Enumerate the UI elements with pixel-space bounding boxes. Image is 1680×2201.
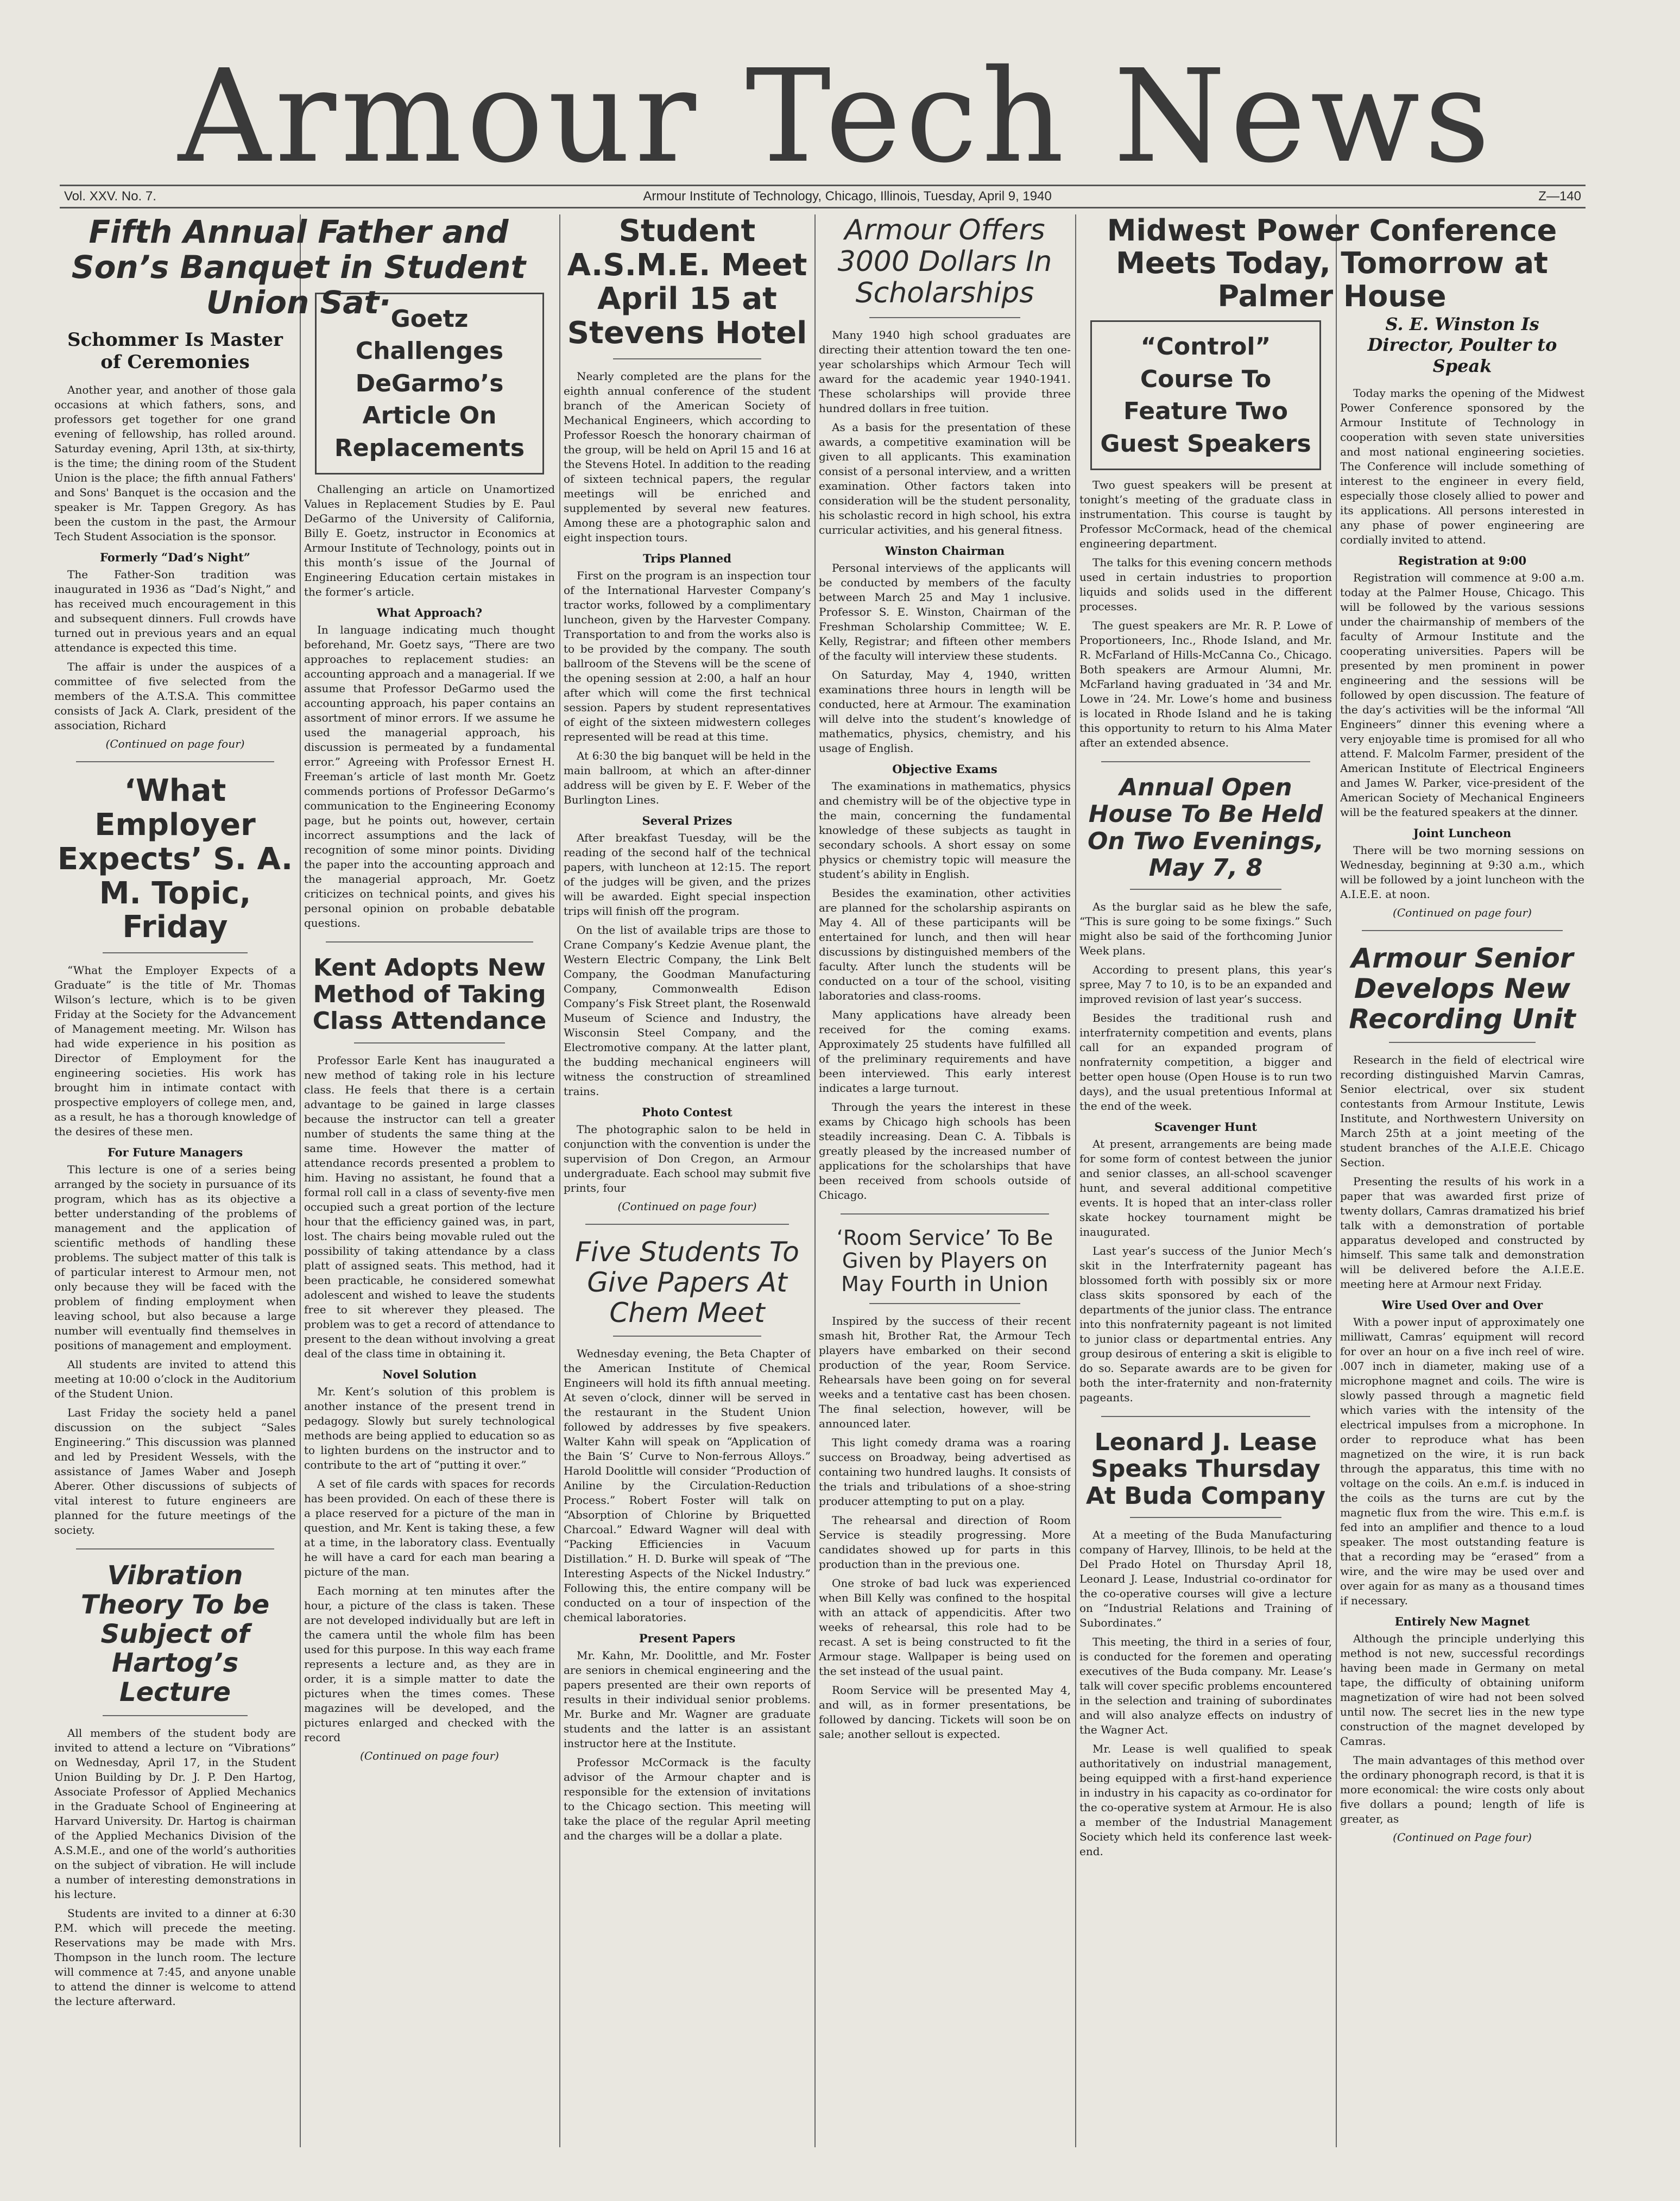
box-headline-control-course: “Control” Course To Feature Two Guest Speakers	[1090, 320, 1321, 470]
continued-note: (Continued on page four)	[360, 1749, 499, 1762]
article-paragraph: Many applications have already been received for the coming exams. Approximately 25 students have fulfilled all of the preliminary requirements and have been interviewed. This early interest indicates a large turnout.	[819, 1008, 1071, 1095]
article-paragraph: Mr. Kent’s solution of this problem is another instance of the present trend in pedagogy. Slowly but surely technological methods are being applied to education so as to lighten burdens on the instructor and to contribute to the art of “putting it over.”	[304, 1384, 555, 1471]
article-paragraph: The photographic salon to be held in conjunction with the convention is under the supervision of Don Cregon, an Armour undergraduate. Each school may submit five prints, four	[564, 1122, 811, 1194]
subhead-photo-contest: Photo Contest	[642, 1105, 732, 1119]
headline-kent-adopts: Kent Adopts New Method of Taking Class Attendance	[312, 953, 547, 1035]
article-paragraph: Presenting the results of his work in a paper that was awarded first prize of twenty dollars, Camras dramatized his brief talk with a demonstration of portable apparatus developed and constructed by himself. This same talk and demonstration will be delivered before the A.I.E.E. meeting here at Armour next Friday.	[1340, 1175, 1584, 1291]
subhead-objective-exams: Objective Exams	[892, 762, 997, 776]
article-paragraph: Research in the field of electrical wire recording distinguished Marvin Camras, Senior electrical, over six student contestants from Armour Institute, Lewis Institute, and Northwestern University on March 25th at a joint meeting of the student branches of the A.I.E.E. Chicago Section.	[1340, 1053, 1584, 1169]
article-paragraph: As a basis for the presentation of these awards, a competitive examination will be given to all applicants. This examination consist of a personal interview, and a written examination. Other factors taken into consideration will be the student personality, his scholastic record in high school, his extra curricular activities, and his general fitness.	[819, 420, 1071, 536]
column-6	[1340, 214, 1584, 2147]
article-paragraph: First on the program is an inspection tour of the International Harvester Company’s tractor works, followed by a complimentary luncheon, given by the Harvester Company. Transportation to and from the works also is to be provided by the company. The south ballroom of the Stevens will be the scene of the opening session at 2:00, a half an hour after which will come the first technical session. Papers by student representatives of eight of the sixteen midwestern colleges represented will be read at this time.	[564, 568, 811, 743]
subhead-scavenger-hunt: Scavenger Hunt	[1154, 1120, 1257, 1134]
headline-recording-unit: Armour Senior Develops New Recording Unit	[1349, 943, 1576, 1035]
divider	[585, 1224, 789, 1225]
article-paragraph: Another year, and another of those gala occasions at which fathers, sons, and professors get together for one grand evening of fellowship, has rolled around. Saturday evening, April 13th, at six-thirty, is the time; the dining room of the Student Union is the place; the fifth annual Fathers' and Sons' Banquet is the occasion and the speaker is Mr. Tappen Gregory. As has been the custom in the past, the Armour Tech Student Association is the sponsor.	[54, 383, 296, 543]
article-paragraph: The examinations in mathematics, physics and chemistry will be of the objective type in the main, concerning the fundamental knowledge of these subjects as taught in secondary schools. A short essay on some physics or chemistry topic will measure the student’s ability in English.	[819, 779, 1071, 881]
continued-note: (Continued on Page four)	[1393, 1831, 1532, 1844]
dateline-bar	[60, 185, 1586, 208]
divider	[869, 1303, 1020, 1304]
divider	[613, 358, 761, 359]
article-paragraph: Many 1940 high school graduates are directing their attention toward the ten one-year scholarships which Armour Tech will award for the academic year 1940-1941. These scholarships will provide three hundred dollars in free tuition.	[819, 328, 1071, 415]
article-paragraph: Last Friday the society held a panel discussion on the subject “Sales Engineering.” This discussion was planned and led by President Wessels, with the assistance of James Waber and Joseph Aberer. Other discussions of subjects of vital interest to future engineers are planned for the future meetings of the society.	[54, 1406, 296, 1537]
article-paragraph: As the burglar said as he blew the safe, “This is sure going to be some fixings.” Such might also be said of the forthcoming Junior Week plans.	[1079, 900, 1332, 958]
article-paragraph: At 6:30 the big banquet will be held in the main ballroom, at which an after-dinner address will be given by E. F. Weber of the Burlington Lines.	[564, 749, 811, 806]
article-paragraph: Besides the examination, other activities are planned for the scholarship aspirants on May 4. All of these participants will be entertained for lunch, and then will hear discussions by distinguished members of the faculty. After lunch the students will be conducted on a tour of the school, visiting laboratories and class-rooms.	[819, 886, 1071, 1002]
divider	[103, 952, 248, 953]
column-3	[564, 214, 811, 2147]
headline-asme-meet: Student A.S.M.E. Meet April 15 at Stevens Hotel	[567, 214, 807, 351]
edition-code: Z—140	[1538, 189, 1581, 204]
continued-note: (Continued on page four)	[1393, 906, 1532, 920]
article-paragraph: There will be two morning sessions on Wednesday, beginning at 9:30 a.m., which will be followed by a joint luncheon with the A.I.E.E. at noon.	[1340, 844, 1584, 901]
continued-note: (Continued on page four)	[105, 737, 245, 751]
article-paragraph: This meeting, the third in a series of four, is conducted for the foremen and operating executives of the Buda company. Mr. Lease’s talk will cover specific problems encountered in the selection and training of subordinates and will also analyze effects on industry of the Wagner Act.	[1079, 1635, 1332, 1736]
divider	[1130, 889, 1281, 890]
headline-leonard-lease: Leonard J. Lease Speaks Thursday At Buda Company	[1085, 1428, 1326, 1510]
column-rule	[300, 214, 301, 2147]
article-paragraph: A set of file cards with spaces for records has been provided. On each of these there is a place reserved for a picture of the man in question, and Mr. Kent is taking these, a few at a time, in the laboratory class. Eventually he will have a card for each man bearing a picture of the man.	[304, 1477, 555, 1578]
article-paragraph: Last year’s success of the Junior Mech’s skit in the Interfraternity pageant has blossomed forth with possibly six or more class skits sponsored by each of the departments of the junior class. The entrance into this nonfraternity pageant is not limited to junior class or departmental entries. Any group desirous of entering a skit is eligible to do so. Separate awards are to be given for both the inter-fraternity and non-fraternity pageants.	[1079, 1244, 1332, 1405]
article-paragraph: One stroke of bad luck was experienced when Bill Kelly was confined to the hospital with an attack of appendicitis. After two weeks of rehearsal, this role had to be recast. A set is being constructed to fit the Armour stage. Wallpaper is being used on the set instead of the usual paint.	[819, 1577, 1071, 1678]
article-paragraph: Mr. Kahn, Mr. Doolittle, and Mr. Foster are seniors in chemical engineering and the papers presented are their own reports of results in their individual senior problems. Mr. Burke and Mr. Wagner are graduate students and the latter is an assistant instructor here at the Institute.	[564, 1648, 811, 1750]
column-4	[819, 214, 1071, 2147]
column-rule	[814, 214, 816, 2147]
article-paragraph: On Saturday, May 4, 1940, written examinations three hours in length will be conducted, here at Armour. The examination will delve into the student’s knowledge of mathematics, physics, chemistry, and his usage of English.	[819, 668, 1071, 755]
divider	[1130, 1517, 1281, 1518]
divider	[1362, 930, 1563, 931]
headline-scholarships: Armour Offers 3000 Dollars In Scholarships	[837, 214, 1052, 310]
article-paragraph: After breakfast Tuesday, will be the reading of the second half of the technical papers, with luncheon at 12:15. The report of the judges will be given, and the prizes will be awarded. Eight special inspection trips will finish off the program.	[564, 831, 811, 918]
article-paragraph: This lecture is one of a series being arranged by the society in pursuance of its program, which has as its objective a better understanding of the problems of management and the application of scientific methods of handling these problems. The subject matter of this talk is of particular interest to Armour men, not only because they will be faced with the problem of finding employment when leaving school, but also because a large number will eventually find themselves in positions of management and employment.	[54, 1163, 296, 1352]
article-paragraph: Each morning at ten minutes after the hour, a picture of the class is taken. These are not developed individually but are left in the camera until the whole film has been used for this purpose. In this way each frame represents a lecture and, as they are in order, it is a simple matter to date the pictures when the times comes. These magazines will be developed, and the pictures enlarged and checked with the record	[304, 1584, 555, 1744]
dateline-info: Armour Institute of Technology, Chicago, Illinois, Tuesday, April 9, 1940	[643, 189, 1052, 204]
column-rule	[1336, 214, 1337, 2147]
article-paragraph: Challenging an article on Unamortized Values in Replacement Studies by E. Paul DeGarmo of the University of California, Billy E. Goetz, instructor in Economics at Armour Institute of Technology, points out in this month’s issue of the Journal of Engineering Education certain mistakes in the former’s article.	[304, 482, 555, 598]
headline-open-house: Annual Open House To Be Held On Two Evenings, May 7, 8	[1088, 773, 1324, 882]
article-paragraph: Mr. Lease is well qualified to speak authoritatively on industrial management, being equipped with a first-hand experience in industry in his capacity as co-ordinator for the co-operative system at Armour. He is also a member of the Industrial Management Society which held its conference last week-end.	[1079, 1742, 1332, 1858]
subhead-present-papers: Present Papers	[639, 1631, 736, 1645]
article-paragraph: Nearly completed are the plans for the eighth annual conference of the student branch of the American Society of Mechanical Engineers, which according to Professor Roesch the honorary chairman of the group, will be held on April 15 and 16 at the Stevens Hotel. In addition to the reading of sixteen technical papers, the regular meetings will be enriched and supplemented by several new features. Among these are a photographic salon and eight inspection tours.	[564, 369, 811, 544]
article-paragraph: At present, arrangements are being made for some form of contest between the junior and senior classes, an all-school scavenger hunt, and several additional competitive events. It is hoped that an inter-class roller skate hockey tournament might be inaugurated.	[1079, 1137, 1332, 1239]
subhead-new-magnet: Entirely New Magnet	[1394, 1615, 1530, 1629]
divider	[1389, 1042, 1536, 1043]
article-paragraph: Two guest speakers will be present at tonight’s meeting of the graduate class in instrumentation. This course is taught by Professor McCormack, head of the chemical engineering department.	[1079, 478, 1332, 550]
article-paragraph: Professor Earle Kent has inaugurated a new method of taking role in his lecture class. He feels that there is a certain advantage to be gained in large classes because the instructor can tell a greater number of students the same thing at the same time. However the matter of attendance records presented a problem to him. Having no assistant, he found that a formal roll call in a class of seventy-five men occupied such a great portion of the lecture hour that the efficiency gained was, in part, lost. The chairs being movable ruled out the possibility of taking attendance by a class platt of assigned seats. This method, had it been practicable, he considered somewhat adolescent and wished to leave the students free to sit wherever they pleased. The problem was to get a record of attendance to present to the dean without involving a great deal of the class time in obtaining it.	[304, 1053, 555, 1360]
article-paragraph: The main advantages of this method over the ordinary phonograph record, is that it is more economical: the wire costs only about five dollars a pound; length of life is greater, as	[1340, 1754, 1584, 1826]
article-paragraph: Inspired by the success of their recent smash hit, Brother Rat, the Armour Tech players have embarked on their second production of the year, Room Service. Rehearsals have been going on for several weeks and a tentative cast has been chosen. The final selection, however, will be announced later.	[819, 1314, 1071, 1431]
divider	[841, 1213, 1049, 1215]
article-paragraph: This light comedy drama was a roaring success on Broadway, being advertised as containing two hundred laughs. It consists of the trials and tribulations of a shoe-string producer attempting to put on a play.	[819, 1436, 1071, 1508]
headline-banquet: Fifth Annual Father and Son’s Banquet in Student Union Sat·	[71, 213, 526, 321]
article-paragraph: At a meeting of the Buda Manufacturing company of Harvey, Illinois, to be held at the Del Prado Hotel on Thursday April 18, Leonard J. Lease, Industrial co-ordinator for the co-operative courses will give a lecture on “Industrial Relations and Training of Subordinates.”	[1079, 1528, 1332, 1629]
headline-vibration-theory: Vibration Theory To be Subject of Hartog’s Lecture	[80, 1560, 270, 1708]
divider	[76, 1548, 274, 1549]
column-2	[304, 214, 555, 2147]
deck-schommer: Schommer Is Master of Ceremonies	[67, 328, 283, 373]
article-father-son-banquet	[54, 214, 543, 320]
masthead-title: Armour Tech News	[178, 42, 1495, 191]
column-rule	[559, 214, 560, 2147]
deck-winston-director: S. E. Winston Is Director, Poulter to Speak	[1367, 314, 1557, 376]
article-paragraph: In language indicating much thought beforehand, Mr. Goetz says, “There are two approaches to replacement studies: an accounting approach and a managerial. If we assume that Professor DeGarmo used the accounting approach, his paper contains an assortment of minor errors. If we assume he used the managerial approach, his discussion is permeated by a fundamental error.” Agreeing with Professor Ernest H. Freeman’s article of last month Mr. Goetz commends portions of Professor DeGarmo’s communication to the Engineering Economy page, but he points out, however, certain incorrect assumptions and the lack of recognition of some minor points. Dividing the paper into the accounting approach and the managerial approach, Mr. Goetz criticizes on technical points, and gives his personal opinion on probable debatable questions.	[304, 623, 555, 929]
subhead-novel-solution: Novel Solution	[382, 1367, 477, 1381]
divider	[326, 941, 533, 943]
headline-five-students: Five Students To Give Papers At Chem Meet	[575, 1236, 799, 1329]
box-headline-goetz: Goetz Challenges DeGarmo’s Article On Replacements	[315, 293, 544, 475]
subhead-future-managers: For Future Managers	[107, 1146, 243, 1160]
article-paragraph: Room Service will be presented May 4, and will, as in former presentations, be followed by dancing. Tickets will soon be on sale; another sellout is expected.	[819, 1684, 1071, 1741]
article-paragraph: On the list of available trips are those to Crane Company’s Kedzie Avenue plant, the Western Electric Company, the Link Belt Company, the Goodman Manufacturing Company, Commonwealth Edison Company’s Fisk Street plant, the Rosenwald Museum of Science and Industry, the Wisconsin Steel Company, and the Electromotive company. At the latter plant, the budding mechanical engineers will witness the construction of streamlined trains.	[564, 923, 811, 1098]
subhead-trips-planned: Trips Planned	[643, 551, 731, 565]
article-paragraph: Registration will commence at 9:00 a.m. today at the Palmer House, Chicago. This will be followed by the various sessions under the chairmanship of members of the faculty of Armour Institute and the cooperating universities. Papers will be presented by men prominent in power engineering and the sessions will be followed by open discussion. The feature of the day’s activities will be the informal “All Engineers” dinner this evening where a very enjoyable time is promised for all who attend. F. Malcolm Farmer, president of the American Institute of Electrical Engineers and James W. Parker, vice-president of the American Society of Mechanical Engineers will be the featured speakers at the dinner.	[1340, 571, 1584, 819]
headline-power-conference: Midwest Power Conference Meets Today, Tomorrow at Palmer House	[1107, 213, 1557, 313]
article-paragraph: Through the years the interest in these exams by Chicago high schools has been steadily increasing. Dean C. A. Tibbals is greatly pleased by the increased number of applications for the scholarships that have been received from schools outside of Chicago.	[819, 1100, 1071, 1201]
divider	[76, 761, 274, 762]
subhead-dads-night: Formerly “Dad’s Night”	[100, 551, 250, 565]
subhead-registration: Registration at 9:00	[1398, 554, 1527, 568]
article-paragraph: The Father-Son tradition was inaugurated in 1936 as “Dad’s Night,” and has received much encouragement in this and subsequent dinners. Full crowds have turned out in previous years and an equal attendance is expected this time.	[54, 568, 296, 655]
article-paragraph: With a power input of approximately one milliwatt, Camras’ equipment will record for over an hour on a five inch reel of wire. .007 inch in diameter, making use of a microphone magnet and coils. The wire is slowly passed through a magnetic field which varies with the intensity of the electrical impulses from a microphone. In order to reproduce what has been magnetized on the wire, it is run back through the apparatus, this time with no voltage on the coils. An e.m.f. is induced in the coils as the turns are cut by the magnetic flux from the wire. This e.m.f. is fed into an amplifier and thence to a loud speaker. The most outstanding feature is that a recording may be “erased” from a wire, and the wire may be used over and over again for as many as a thousand times if necessary.	[1340, 1315, 1584, 1608]
article-paragraph: Professor McCormack is the faculty advisor of the Armour chapter and is responsible for the extension of invitations to the Chicago section. This meeting will take the place of the regular April meeting and the charges will be a dollar a plate.	[564, 1755, 811, 1842]
banner-power-conference	[1079, 214, 1584, 313]
article-paragraph: All members of the student body are invited to attend a lecture on “Vibrations” on Wednesday, April 17, in the Student Union Building by Dr. J. P. Den Hartog, Associate Professor of Applied Mechanics in the Graduate School of Engineering at Harvard University. Dr. Hartog is chairman of the Applied Mechanics Division of the A.S.M.E., and one of the world’s authorities on the subject of vibration. He will include a number of interesting demonstrations in his lecture.	[54, 1726, 296, 1901]
article-paragraph: Students are invited to a dinner at 6:30 P.M. which will precede the meeting. Reservations may be made with Mrs. Thompson in the lunch room. The lecture will commence at 7:45, and anyone unable to attend the dinner is welcome to attend the lecture afterward.	[54, 1906, 296, 2008]
headline-employer-expects: ‘What Employer Expects’ S. A. M. Topic, Friday	[57, 773, 293, 945]
article-paragraph: The guest speakers are Mr. R. P. Lowe of Proportioneers, Inc., Rhode Island, and Mr. R. McFarland of Hills-McCanna Co., Chicago. Both speakers are Armour Alumni, Mr. McFarland having graduated in ’34 and Mr. Lowe in ’24. Mr. Lowe’s home and business is located in Rhode Island and he is taking this opportunity to return to his Alma Mater after an extended absence.	[1079, 618, 1332, 749]
article-paragraph: According to present plans, this year’s spree, May 7 to 10, is to be an expanded and improved revision of last year’s success.	[1079, 963, 1332, 1006]
divider	[869, 317, 1020, 318]
volume-number: Vol. XXV. No. 7.	[64, 189, 156, 204]
subhead-wire-used: Wire Used Over and Over	[1381, 1298, 1543, 1312]
article-paragraph: Personal interviews of the applicants will be conducted by members of the faculty between March 25 and May 1 inclusive. Professor S. E. Winston, Chairman of the Freshman Scholarship Committee; W. E. Kelly, Registrar; and fifteen other members of the faculty will interview these students.	[819, 561, 1071, 662]
article-paragraph: All students are invited to attend this meeting at 10:00 o’clock in the Auditorium of the Student Union.	[54, 1358, 296, 1401]
headline-room-service: ‘Room Service’ To Be Given by Players on May Fourth in Union	[836, 1225, 1053, 1296]
article-paragraph: The affair is under the auspices of a committee of five selected from the members of the A.T.S.A. This committee consists of Jack A. Clark, president of the association, Richard	[54, 660, 296, 732]
article-paragraph: The rehearsal and direction of Room Service is steadily progressing. More candidates showed up for parts in this production than in the previous one.	[819, 1514, 1071, 1571]
divider	[354, 1042, 504, 1043]
subhead-what-approach: What Approach?	[376, 605, 483, 619]
divider	[1101, 761, 1310, 762]
divider	[613, 1336, 761, 1337]
column-rule	[1075, 214, 1076, 2147]
article-paragraph: The talks for this evening concern methods used in certain industries to proportion liquids and solids used in the different processes.	[1079, 555, 1332, 613]
article-paragraph: Although the principle underlying this method is not new, successful recordings having been made in Germany on metal tape, the difficulty of obtaining uniform magnetization of wire had not been solved until now. The secret lies in the new type construction of the magnet developed by Camras.	[1340, 1632, 1584, 1748]
divider	[103, 1715, 248, 1716]
subhead-winston-chairman: Winston Chairman	[885, 543, 1005, 558]
article-paragraph: Wednesday evening, the Beta Chapter of the American Institute of Chemical Engineers will hold its fifth annual meeting. At seven o’clock, dinner will be served in the restaurant in the Student Union followed by addresses by five speakers. Walter Kahn will speak on “Application of the Bain ‘S’ Curve to Non-ferrous Alloys.” Harold Doolittle will consider “Production of Aniline by the Circulation-Reduction Process.” Robert Foster will talk on “Absorption of Chlorine by Briquetted Charcoal.” Edward Wagner will deal with “Packing Efficiencies in Vacuum Distillation.” H. D. Burke will speak of “The Interesting Aspects of the Nickel Industry.” Following this, the entire company will be conducted on a tour of inspection of the chemical laboratories.	[564, 1346, 811, 1624]
continued-note: (Continued on page four)	[617, 1199, 757, 1213]
subhead-joint-luncheon: Joint Luncheon	[1413, 826, 1512, 840]
article-paragraph: “What the Employer Expects of a Graduate” is the title of Mr. Thomas Wilson’s lecture, which is to be given Friday at the Society for the Advancement of Management meeting. Mr. Wilson has had wide experience in his position as Director of Employment for the engineering societies. His work has brought him in intimate contact with prospective employers of college men, and, as a result, he has a thorough knowledge of the desires of these men.	[54, 964, 296, 1139]
subhead-several-prizes: Several Prizes	[642, 813, 732, 827]
article-paragraph: Today marks the opening of the Midwest Power Conference sponsored by the Armour Institute of Technology in cooperation with seven state universities and most national engineering societies. The Conference will include something of interest to the engineer in every field, especially those closely allied to power and its applications. All persons interested in any phase of power engineering are cordially invited to attend.	[1340, 387, 1584, 547]
divider	[1101, 1416, 1310, 1417]
article-paragraph: Besides the traditional rush and interfraternity competition and events, plans call for an expanded program of nonfraternity competition, a bigger and better open house (Open House is to run two days), and the usual pretentious Informal at the end of the week.	[1079, 1011, 1332, 1113]
